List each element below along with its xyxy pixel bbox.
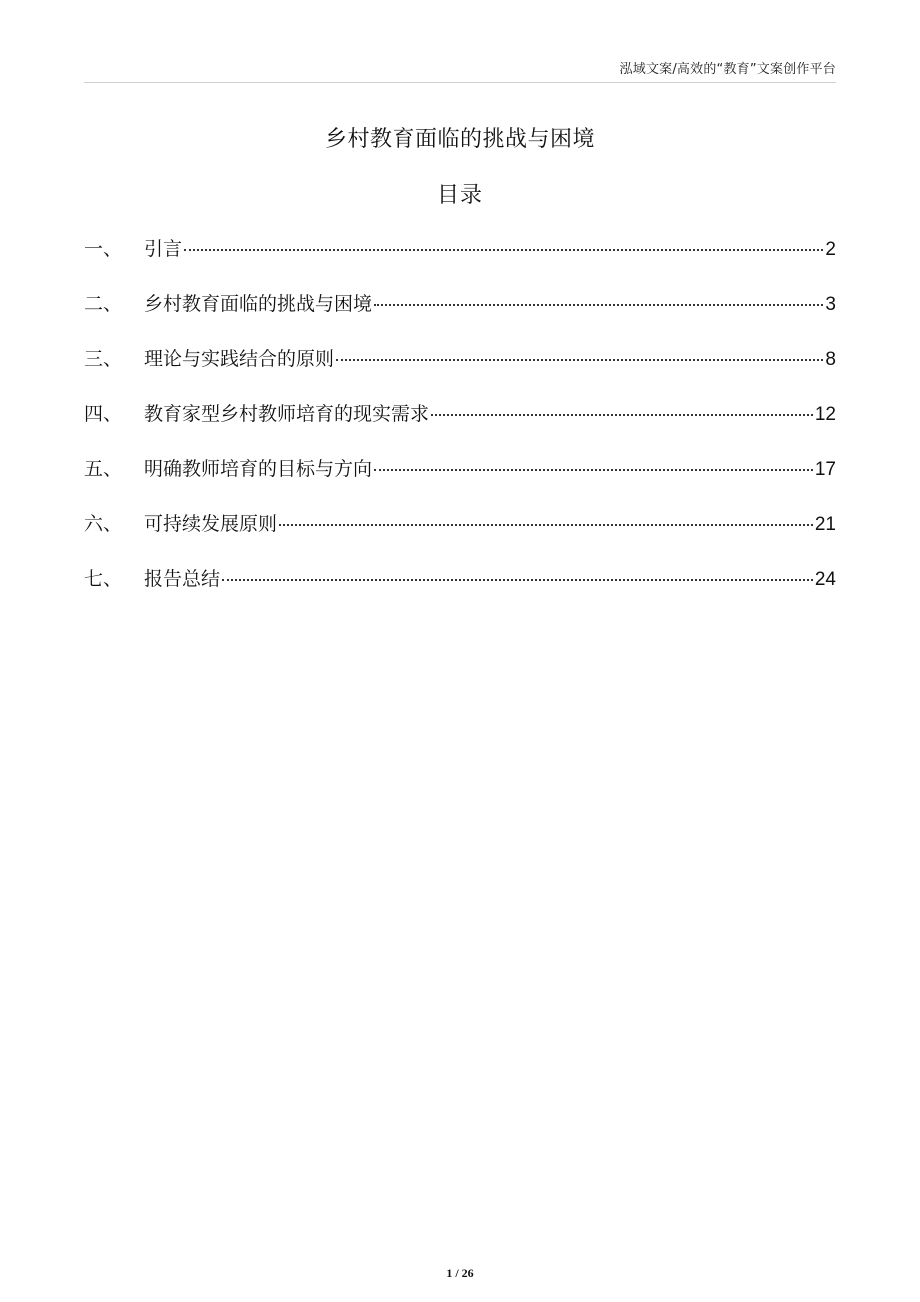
toc-entry-label[interactable]: 报告总结 [144, 568, 221, 590]
toc-entry-page[interactable]: 2 [825, 239, 836, 260]
table-of-contents [84, 234, 836, 619]
toc-dot-leader [222, 579, 813, 581]
toc-entry-page[interactable]: 8 [825, 349, 836, 370]
toc-entry-number: 二、 [84, 293, 123, 315]
toc-entry-label[interactable]: 乡村教育面临的挑战与困境 [144, 293, 373, 315]
toc-dot-leader [431, 414, 813, 416]
toc-entry-number: 六、 [84, 513, 123, 535]
toc-dot-leader [184, 249, 823, 251]
toc-heading: 目录 [436, 183, 483, 208]
toc-entry-number: 一、 [84, 238, 123, 260]
toc-entry-page[interactable]: 21 [814, 514, 836, 535]
toc-entry[interactable] [84, 509, 836, 564]
toc-entry[interactable] [84, 454, 836, 509]
toc-entry[interactable] [84, 564, 836, 619]
header-divider [84, 82, 836, 83]
document-title: 乡村教育面临的挑战与困境 [324, 127, 595, 152]
toc-entry-label[interactable]: 教育家型乡村教师培育的现实需求 [144, 403, 430, 425]
toc-dot-leader [336, 359, 823, 361]
toc-entry-page[interactable]: 24 [814, 569, 836, 590]
running-header: 泓域文案/高效的“教育”文案创作平台 [619, 62, 836, 77]
toc-entry-label[interactable]: 可持续发展原则 [144, 513, 278, 535]
toc-entry[interactable] [84, 234, 836, 289]
toc-entry-label[interactable]: 理论与实践结合的原则 [144, 348, 335, 370]
toc-entry-number: 五、 [84, 458, 123, 480]
toc-entry-page[interactable]: 3 [825, 294, 836, 315]
toc-entry[interactable] [84, 344, 836, 399]
page-number-footer: 1 / 26 [446, 1266, 474, 1280]
toc-entry-number: 四、 [84, 403, 123, 425]
toc-entry-label[interactable]: 明确教师培育的目标与方向 [144, 458, 373, 480]
toc-entry[interactable] [84, 399, 836, 454]
toc-dot-leader [374, 469, 813, 471]
toc-entry[interactable] [84, 289, 836, 344]
toc-entry-number: 七、 [84, 568, 123, 590]
toc-entry-page[interactable]: 17 [814, 459, 836, 480]
toc-entry-label[interactable]: 引言 [144, 238, 183, 260]
toc-dot-leader [374, 304, 823, 306]
toc-dot-leader [279, 524, 813, 526]
toc-entry-page[interactable]: 12 [814, 404, 836, 425]
toc-entry-number: 三、 [84, 348, 123, 370]
